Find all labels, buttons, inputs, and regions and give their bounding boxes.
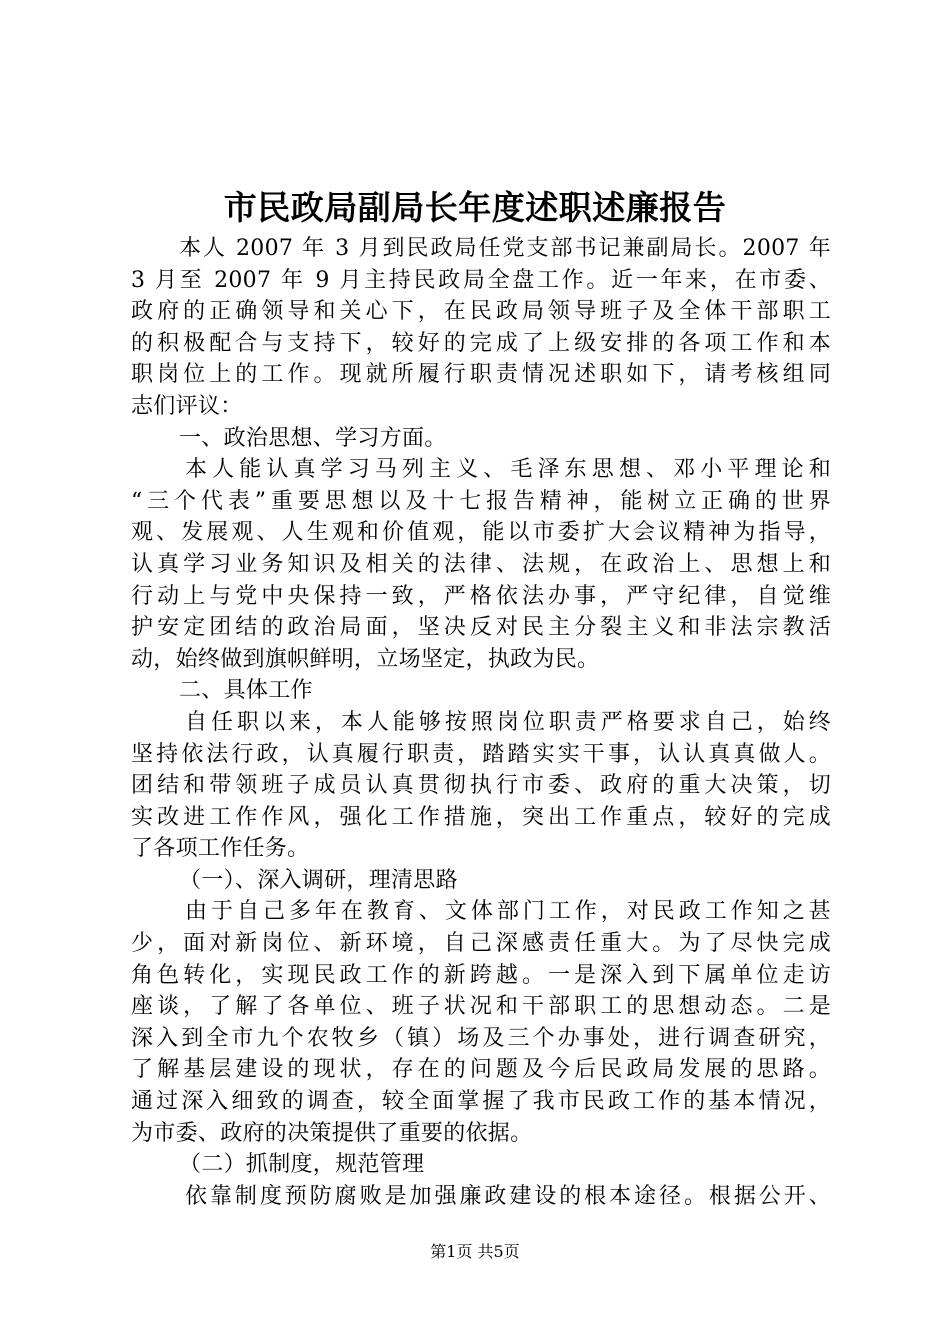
paragraph-line: 自任职以来，本人能够按照岗位职责严格要求自己，始终 bbox=[185, 709, 831, 735]
paragraph-line: 3 月至 2007 年 9 月主持民政局全盘工作。近一年来，在市委、 bbox=[131, 267, 831, 293]
page-footer: 第1页 共5页 bbox=[430, 1242, 520, 1261]
subsection-heading: （二）抓制度，规范管理 bbox=[179, 1152, 425, 1178]
paragraph-line: 政府的正确领导和关心下，在民政局领导班子及全体干部职工 bbox=[131, 299, 831, 325]
paragraph-line: 由于自己多年在教育、文体部门工作，对民政工作知之甚 bbox=[185, 899, 831, 925]
section-heading: 二、具体工作 bbox=[179, 678, 313, 704]
paragraph-line: 了解基层建设的现状，存在的问题及今后民政局发展的思路。 bbox=[131, 1057, 831, 1083]
paragraph-line: 团结和带领班子成员认真贯彻执行市委、政府的重大决策，切 bbox=[131, 773, 831, 799]
paragraph-line: 通过深入细致的调查，较全面掌握了我市民政工作的基本情况， bbox=[131, 1089, 831, 1115]
paragraph-line: 动，始终做到旗帜鲜明，立场坚定，执政为民。 bbox=[131, 646, 600, 672]
paragraph-line: 座谈，了解了各单位、班子状况和干部职工的思想动态。二是 bbox=[131, 994, 831, 1020]
paragraph-line: 实改进工作作风，强化工作措施，突出工作重点，较好的完成 bbox=[131, 804, 831, 830]
paragraph-line: 的积极配合与支持下，较好的完成了上级安排的各项工作和本 bbox=[131, 330, 831, 356]
subsection-heading: （一）、深入调研，理清思路 bbox=[179, 867, 458, 893]
paragraph-line: 少，面对新岗位、新环境，自己深感责任重大。为了尽快完成 bbox=[131, 931, 831, 957]
paragraph-line: 本人能认真学习马列主义、毛泽东思想、邓小平理论和 bbox=[185, 457, 831, 483]
section-heading: 一、政治思想、学习方面。 bbox=[179, 425, 447, 451]
paragraph-line: 行动上与党中央保持一致，严格依法办事，严守纪律，自觉维 bbox=[131, 583, 831, 609]
paragraph-line: 观、发展观、人生观和价值观，能以市委扩大会议精神为指导， bbox=[131, 520, 831, 546]
paragraph-line: 认真学习业务知识及相关的法律、法规，在政治上、思想上和 bbox=[131, 551, 831, 577]
paragraph-line: 深入到全市九个农牧乡（镇）场及三个办事处，进行调查研究， bbox=[131, 1025, 831, 1051]
paragraph-line: 志们评议： bbox=[131, 393, 243, 419]
paragraph-line: 为市委、政府的决策提供了重要的依据。 bbox=[131, 1120, 533, 1146]
paragraph-line: 护安定团结的政治局面，坚决反对民主分裂主义和非法宗教活 bbox=[131, 615, 831, 641]
paragraph-line: “三个代表”重要思想以及十七报告精神，能树立正确的世界 bbox=[131, 488, 831, 514]
paragraph-line: 职岗位上的工作。现就所履行职责情况述职如下，请考核组同 bbox=[131, 362, 831, 388]
paragraph-line: 依靠制度预防腐败是加强廉政建设的根本途径。根据公开、 bbox=[185, 1183, 831, 1209]
paragraph-line: 本人 2007 年 3 月到民政局任党支部书记兼副局长。2007 年 bbox=[179, 236, 831, 261]
paragraph-line: 坚持依法行政，认真履行职责，踏踏实实干事，认认真真做人。 bbox=[131, 741, 831, 767]
paragraph-line: 角色转化，实现民政工作的新跨越。一是深入到下属单位走访 bbox=[131, 962, 831, 988]
paragraph-line: 了各项工作任务。 bbox=[131, 836, 310, 862]
document-title: 市民政局副局长年度述职述廉报告 bbox=[223, 188, 727, 227]
document-body bbox=[131, 233, 831, 1212]
